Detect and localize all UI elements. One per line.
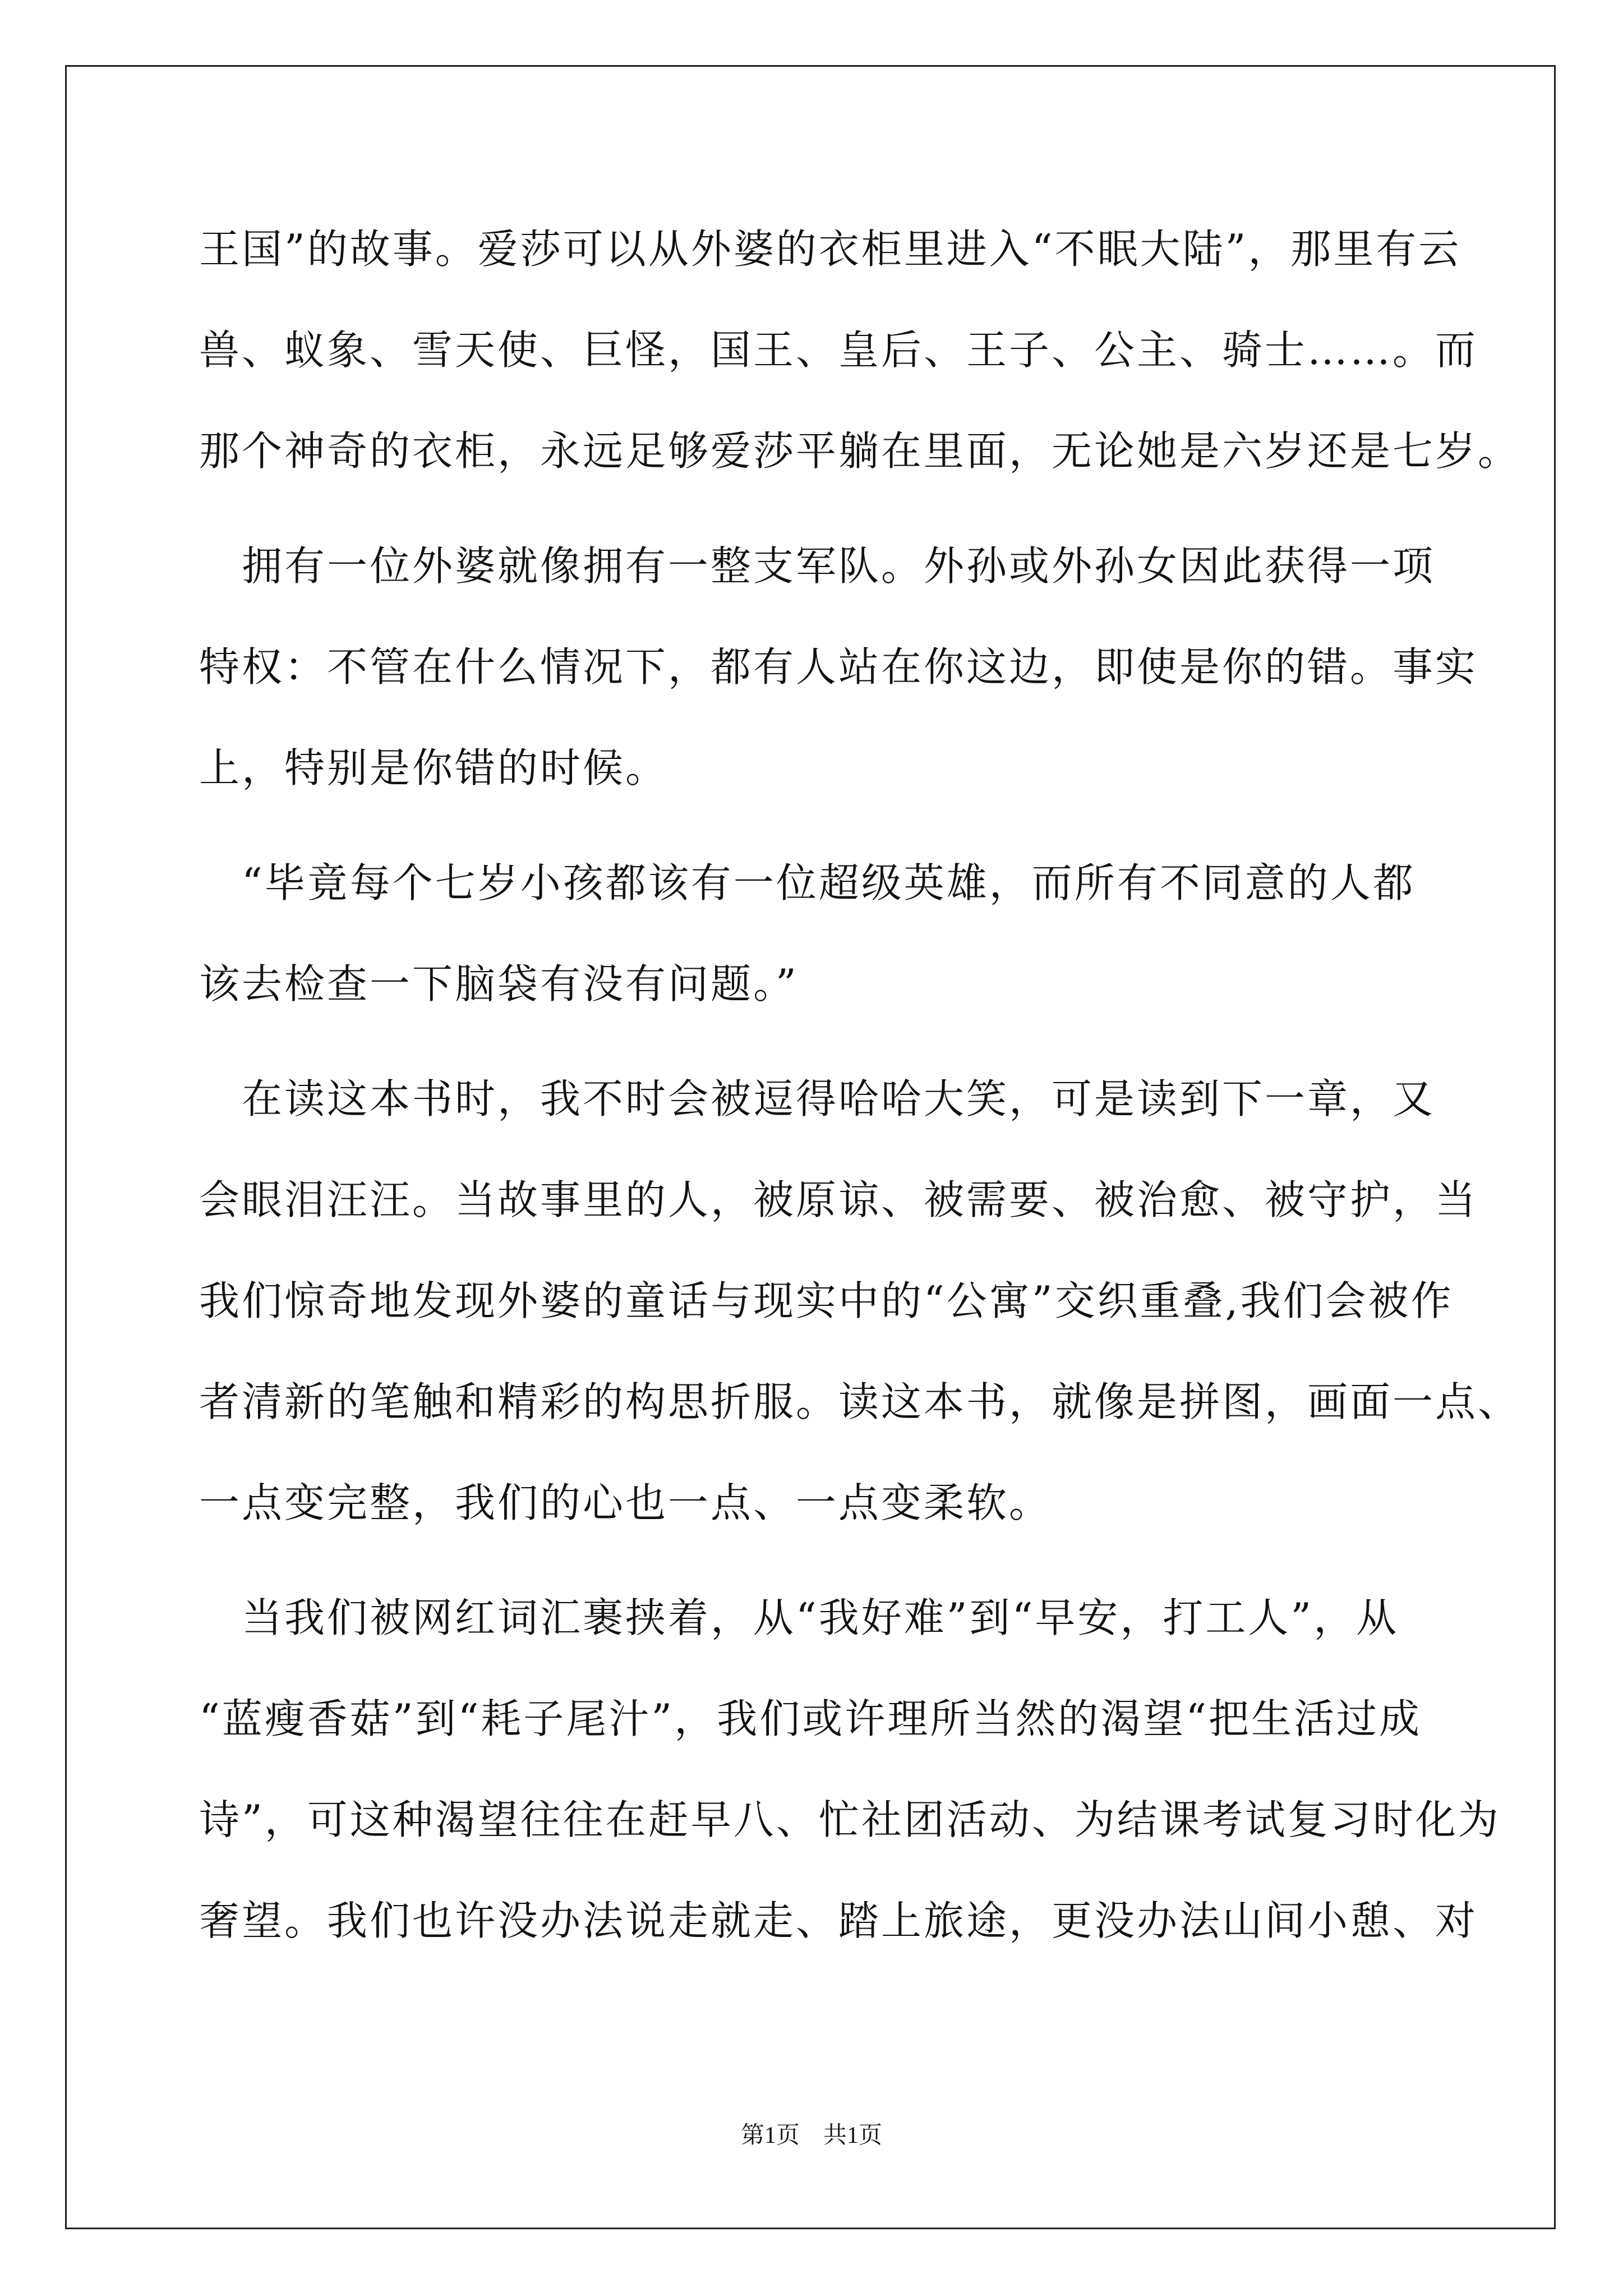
text-line: 兽、蚁象、雪天使、巨怪，国王、皇后、王子、公主、骑士……。而 [199, 326, 1478, 374]
text-line: 拥有一位外婆就像拥有一整支军队。外孙或外孙女因此获得一项 [199, 542, 1436, 590]
text-line: 者清新的笔触和精彩的构思折服。读这本书，就像是拼图，画面一点、 [199, 1378, 1521, 1425]
text-line: “毕竟每个七岁小孩都该有一位超级英雄，而所有不同意的人都 [199, 859, 1415, 907]
text-line: 特权：不管在什么情况下，都有人站在你这边，即使是你的错。事实 [199, 643, 1478, 691]
text-line: 上，特别是你错的时候。 [199, 744, 668, 792]
text-line: 那个神奇的衣柜，永远足够爱莎平躺在里面，无论她是六岁还是七岁。 [199, 427, 1521, 475]
text-line: “蓝瘦香菇”到“耗子尾汁”，我们或许理所当然的渴望“把生活过成 [199, 1695, 1422, 1742]
text-line: 奢望。我们也许没办法说走就走、踏上旅途，更没办法山间小憩、对 [199, 1897, 1478, 1944]
page-footer: 第1页 共1页 [740, 2123, 882, 2148]
text-line: 诗”，可这种渴望往往在赶早八、忙社团活动、为结课考试复习时化为 [199, 1796, 1501, 1843]
text-line: 一点变完整，我们的心也一点、一点变柔软。 [199, 1479, 1052, 1526]
text-line: 该去检查一下脑袋有没有问题。” [199, 960, 799, 1007]
text-line: 当我们被网红词汇裹挟着，从“我好难”到“早安，打工人”，从 [199, 1594, 1399, 1641]
text-line: 王国”的故事。爱莎可以从外婆的衣柜里进入“不眠大陆”，那里有云 [199, 226, 1461, 273]
text-line: 在读这本书时，我不时会被逗得哈哈大笑，可是读到下一章，又 [199, 1075, 1436, 1122]
text-line: 我们惊奇地发现外婆的童话与现实中的“公寓”交织重叠,我们会被作 [199, 1277, 1454, 1324]
text-line: 会眼泪汪汪。当故事里的人，被原谅、被需要、被治愈、被守护，当 [199, 1176, 1478, 1223]
